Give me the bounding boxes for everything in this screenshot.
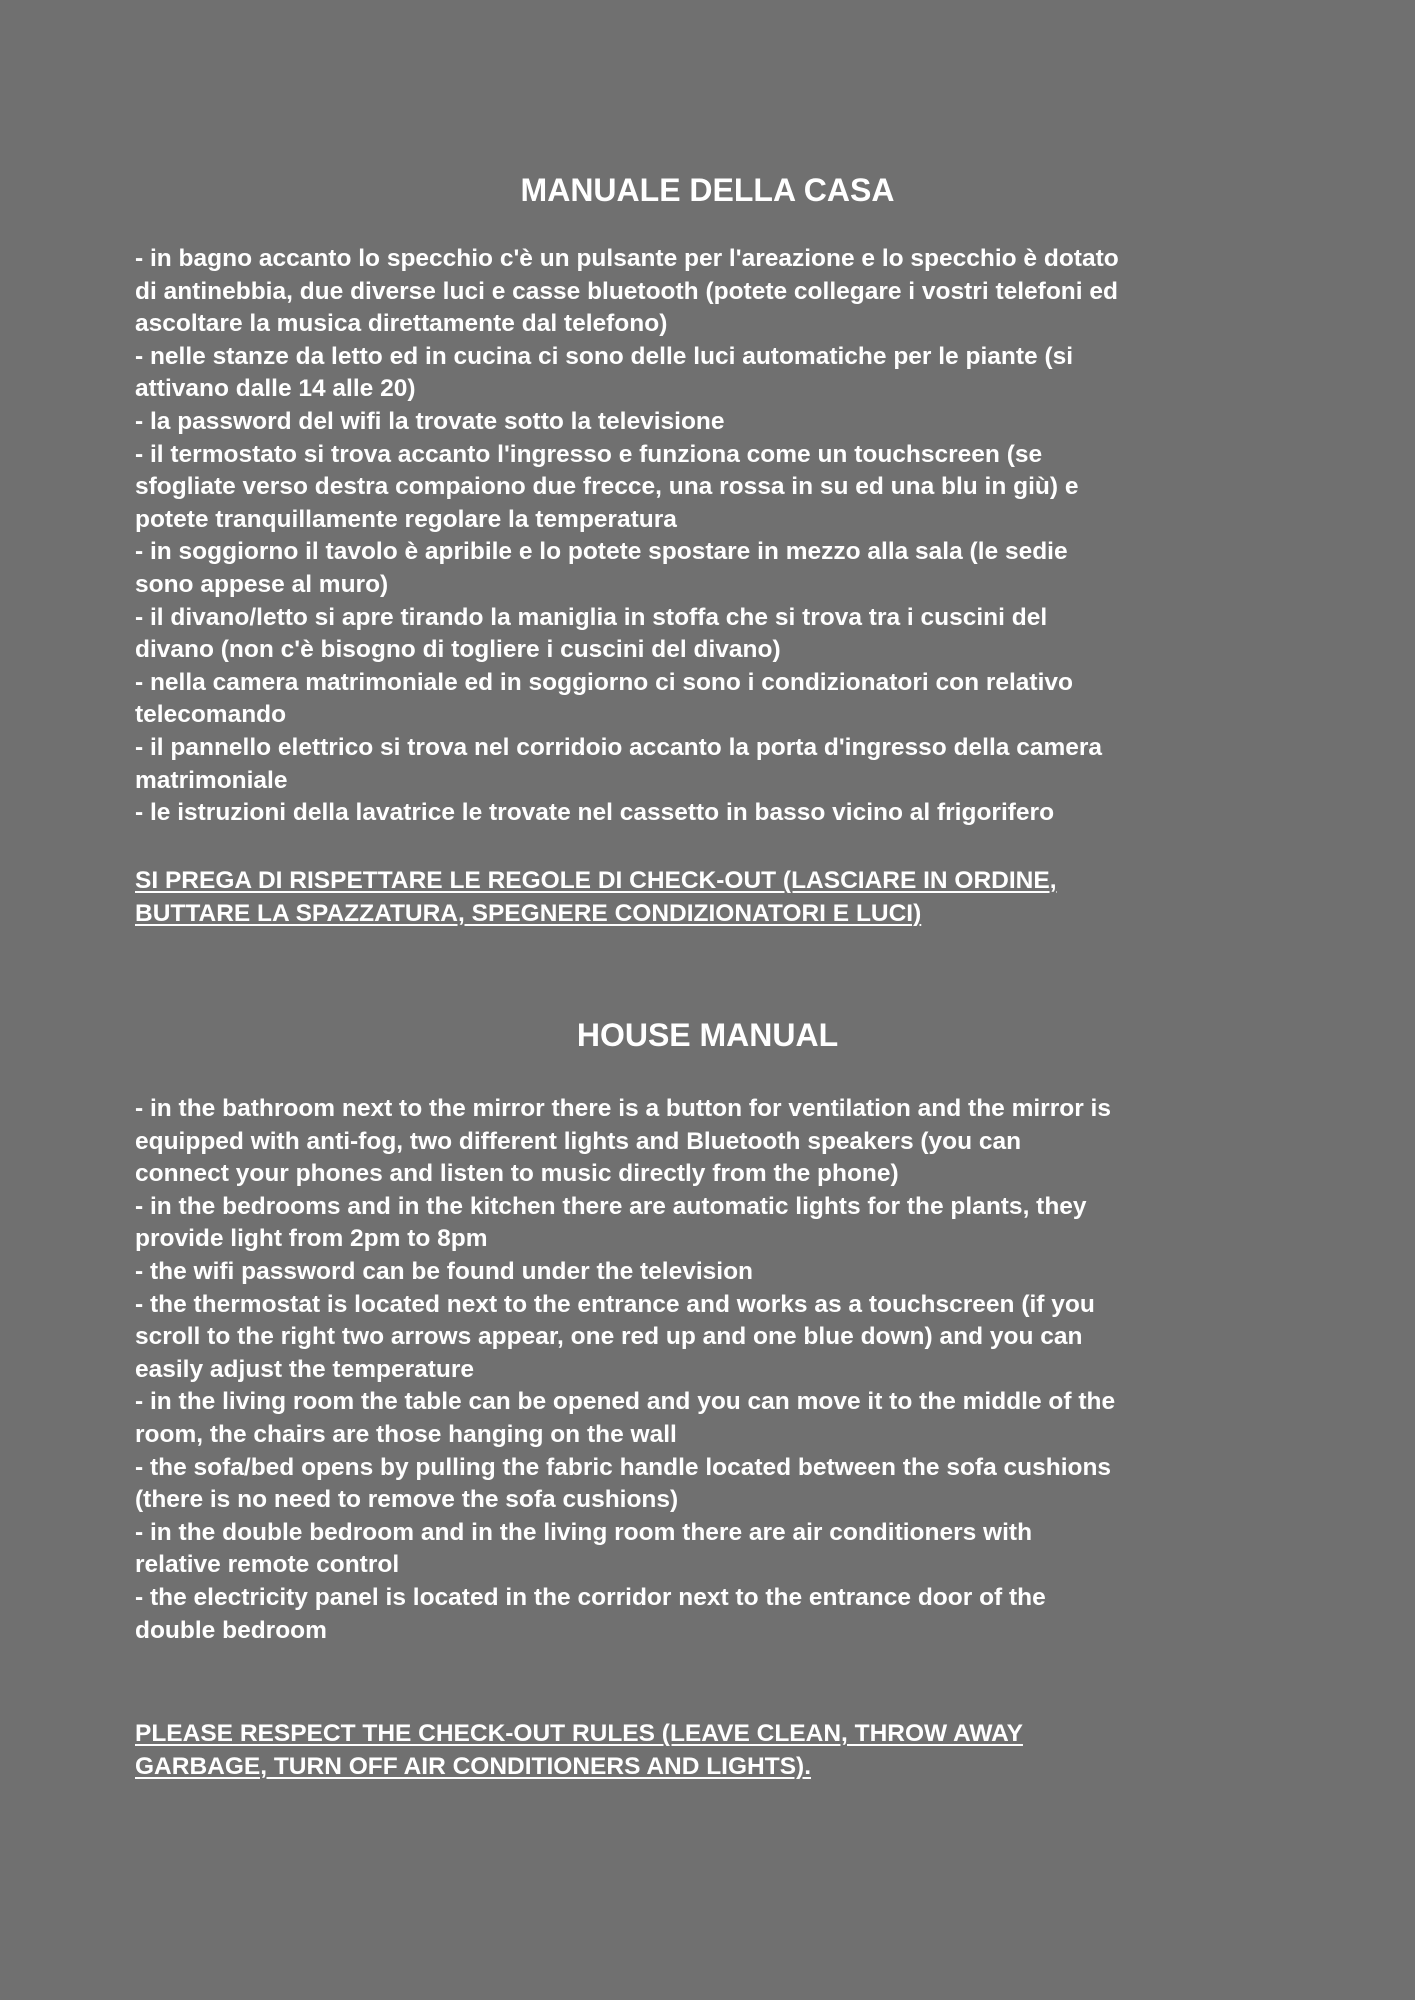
italian-line: - in soggiorno il tavolo è apribile e lo potete spostare in mezzo alla sala (le sedie	[135, 538, 1068, 566]
italian-line: - il divano/letto si apre tirando la maniglia in stoffa che si trova tra i cuscini del	[135, 603, 1048, 631]
english-line: double bedroom	[135, 1616, 327, 1644]
italian-line: di antinebbia, due diverse luci e casse bluetooth (potete collegare i vostri telefoni ed	[135, 277, 1118, 305]
english-line: - in the bedrooms and in the kitchen there are automatic lights for the plants, they	[135, 1192, 1087, 1220]
italian-line: - nella camera matrimoniale ed in soggiorno ci sono i condizionatori con relativo	[135, 668, 1073, 696]
english-line: - in the living room the table can be opened and you can move it to the middle of the	[135, 1388, 1116, 1416]
english-line: - the thermostat is located next to the entrance and works as a touchscreen (if you	[135, 1290, 1095, 1318]
italian-line: ascoltare la musica direttamente dal telefono)	[135, 310, 668, 338]
english-line: - in the bathroom next to the mirror there is a button for ventilation and the mirror is	[135, 1095, 1111, 1122]
english-rule-line: GARBAGE, TURN OFF AIR CONDITIONERS AND LIGHTS).	[135, 1752, 811, 1780]
english-checkout-rules	[135, 1718, 1295, 1783]
italian-instructions	[135, 243, 1295, 830]
english-line: - the electricity panel is located in the corridor next to the entrance door of the	[135, 1583, 1046, 1611]
english-line: - the sofa/bed opens by pulling the fabric handle located between the sofa cushions	[135, 1453, 1112, 1481]
english-rule-line: PLEASE RESPECT THE CHECK-OUT RULES (LEAVE CLEAN, THROW AWAY	[135, 1720, 1023, 1747]
italian-line: divano (non c'è bisogno di togliere i cuscini del divano)	[135, 636, 781, 664]
italian-rule-line: BUTTARE LA SPAZZATURA, SPEGNERE CONDIZIONATORI E LUCI)	[135, 899, 922, 927]
italian-line: - il termostato si trova accanto l'ingresso e funziona come un touchscreen (se	[135, 440, 1043, 468]
english-instructions	[135, 1093, 1295, 1647]
italian-line: - in bagno accanto lo specchio c'è un pulsante per l'areazione e lo specchio è dotato	[135, 245, 1119, 272]
italian-line: - la password del wifi la trovate sotto la televisione	[135, 407, 725, 435]
italian-rule-line: SI PREGA DI RISPETTARE LE REGOLE DI CHECK-OUT (LASCIARE IN ORDINE,	[135, 867, 1057, 894]
italian-line: - le istruzioni della lavatrice le trovate nel cassetto in basso vicino al frigorifero	[135, 799, 1055, 827]
italian-line: potete tranquillamente regolare la temperatura	[135, 505, 677, 533]
english-line: (there is no need to remove the sofa cushions)	[135, 1486, 679, 1514]
italian-line: matrimoniale	[135, 766, 288, 794]
english-line: easily adjust the temperature	[135, 1355, 475, 1383]
english-line: equipped with anti-fog, two different lights and Bluetooth speakers (you can	[135, 1127, 1022, 1155]
italian-line: - il pannello elettrico si trova nel corridoio accanto la porta d'ingresso della camera	[135, 733, 1103, 761]
english-title: HOUSE MANUAL	[576, 1017, 839, 1053]
italian-line: sfogliate verso destra compaiono due frecce, una rossa in su ed una blu in giù) e	[135, 473, 1079, 501]
english-line: room, the chairs are those hanging on the wall	[135, 1420, 677, 1448]
english-line: - in the double bedroom and in the living room there are air conditioners with	[135, 1518, 1033, 1546]
italian-line: attivano dalle 14 alle 20)	[135, 375, 416, 403]
italian-title: MANUALE DELLA CASA	[520, 172, 895, 208]
english-line: provide light from 2pm to 8pm	[135, 1225, 488, 1253]
english-line: - the wifi password can be found under the television	[135, 1257, 754, 1285]
english-line: connect your phones and listen to music directly from the phone)	[135, 1160, 899, 1188]
english-line: scroll to the right two arrows appear, one red up and one blue down) and you can	[135, 1323, 1083, 1351]
italian-line: sono appese al muro)	[135, 570, 389, 598]
english-line: relative remote control	[135, 1551, 400, 1579]
italian-checkout-rules	[135, 865, 1295, 930]
italian-line: - nelle stanze da letto ed in cucina ci sono delle luci automatiche per le piante (si	[135, 342, 1074, 370]
italian-line: telecomando	[135, 701, 287, 729]
